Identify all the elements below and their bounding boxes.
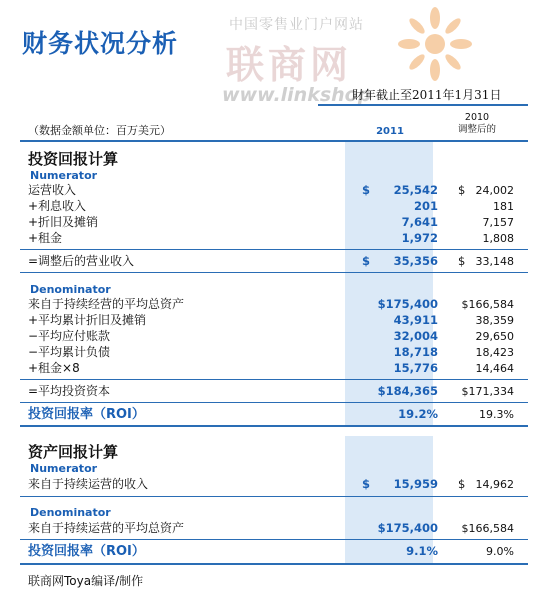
value-2011: 9.1% [406,544,438,558]
row-label: 投资回报率（ROI） [28,407,145,422]
table-row [28,297,528,312]
value-2010: 1,808 [482,232,514,245]
row-label: 来自于持续运营的收入 [28,477,149,491]
value-2011: $184,365 [377,384,438,398]
table-row [28,183,528,198]
value-2011: 25,542 [393,183,438,197]
value-2010: 9.0% [486,545,514,558]
page-title: 财务状况分析 [22,29,179,58]
value-2010: 38,359 [475,314,514,327]
column-header-2010 [436,112,518,136]
value-2011: 32,004 [393,329,438,343]
currency-sign: $ [362,254,371,268]
table-row [28,313,528,328]
row-divider [20,272,528,273]
table-row [28,361,528,376]
table-row-rate [28,407,528,422]
value-2011: 201 [413,199,438,213]
value-2010: 19.3% [479,408,514,421]
watermark-tagline: 中国零售业门户网站 [229,17,364,33]
row-label: 运营收入 [28,183,77,197]
value-2011: $175,400 [377,521,438,535]
row-label: 投资回报率（ROI） [28,544,145,559]
header-divider [318,104,528,106]
table-row [28,345,528,360]
value-2011: 43,911 [393,313,438,327]
currency-sign: $ [362,477,371,491]
row-label: +租金 [28,231,63,245]
table-row [28,329,528,344]
value-2011: $175,400 [377,297,438,311]
table-row [28,215,528,230]
row-label: −平均累计负债 [28,345,111,359]
row-label: −平均应付账款 [28,329,111,343]
value-2011: 18,718 [393,345,438,359]
numerator-label: Numerator [30,462,98,475]
row-label: +平均累计折旧及摊销 [28,313,147,327]
units-note: （数据金额单位：百万美元） [28,124,171,137]
value-2010: 24,002 [475,184,514,197]
value-2010: 33,148 [475,255,514,268]
value-2011: 15,776 [393,361,438,375]
value-2010: $166,584 [461,522,514,535]
value-2011: 1,972 [401,231,438,245]
row-divider [20,249,528,250]
row-label: +利息收入 [28,199,87,213]
table-row [28,231,528,246]
watermark-url: www.linkshop [222,84,372,106]
section-divider [20,425,528,427]
section-title-roa: 资产回报计算 [28,443,119,461]
fiscal-year-note: 財年截止至2011年1月31日 [352,88,502,102]
currency-sign: $ [458,477,466,491]
value-2010: $171,334 [461,385,514,398]
table-row-total [28,384,528,399]
value-2010: 18,423 [475,346,514,359]
table-header-rule [20,140,528,142]
row-label: 来自于持续运营的平均总资产 [28,521,185,535]
section-title-roi: 投资回报计算 [28,150,119,168]
value-2011: 19.2% [398,407,438,421]
currency-sign: $ [458,254,466,268]
value-2011: 7,641 [401,215,438,229]
value-2010: 14,962 [475,478,514,491]
row-label: +租金×8 [28,361,80,375]
column-header-2010-year: 2010 [464,112,490,123]
denominator-label: Denominator [30,283,111,296]
table-row-rate [28,544,528,559]
table-row [28,199,528,214]
sun-logo-icon [395,4,475,84]
row-divider [20,539,528,540]
numerator-label: Numerator [30,169,98,182]
table-row [28,477,528,492]
row-label: +折旧及摊销 [28,215,99,229]
value-2010: 29,650 [475,330,514,343]
value-2010: 7,157 [482,216,514,229]
row-divider [20,379,528,380]
value-2011: 15,959 [393,477,438,491]
row-label: =调整后的营业收入 [28,254,135,268]
row-divider [20,496,528,497]
column-header-2010-note: 调整后的 [457,124,496,135]
table-row-total [28,254,528,269]
denominator-label: Denominator [30,506,111,519]
value-2010: 181 [493,200,514,213]
footer-credit: 联商网Toya编译/制作 [28,574,144,588]
row-label: 来自于持续经营的平均总资产 [28,297,185,311]
table-row [28,521,528,536]
value-2010: $166,584 [461,298,514,311]
value-2010: 14,464 [475,362,514,375]
column-header-2011: 2011 [376,126,404,137]
section-divider [20,563,528,565]
currency-sign: $ [458,183,466,197]
row-divider [20,402,528,403]
watermark-logo: 联商网 [226,43,353,87]
row-label: =平均投资资本 [28,384,111,398]
currency-sign: $ [362,183,371,197]
value-2011: 35,356 [393,254,438,268]
